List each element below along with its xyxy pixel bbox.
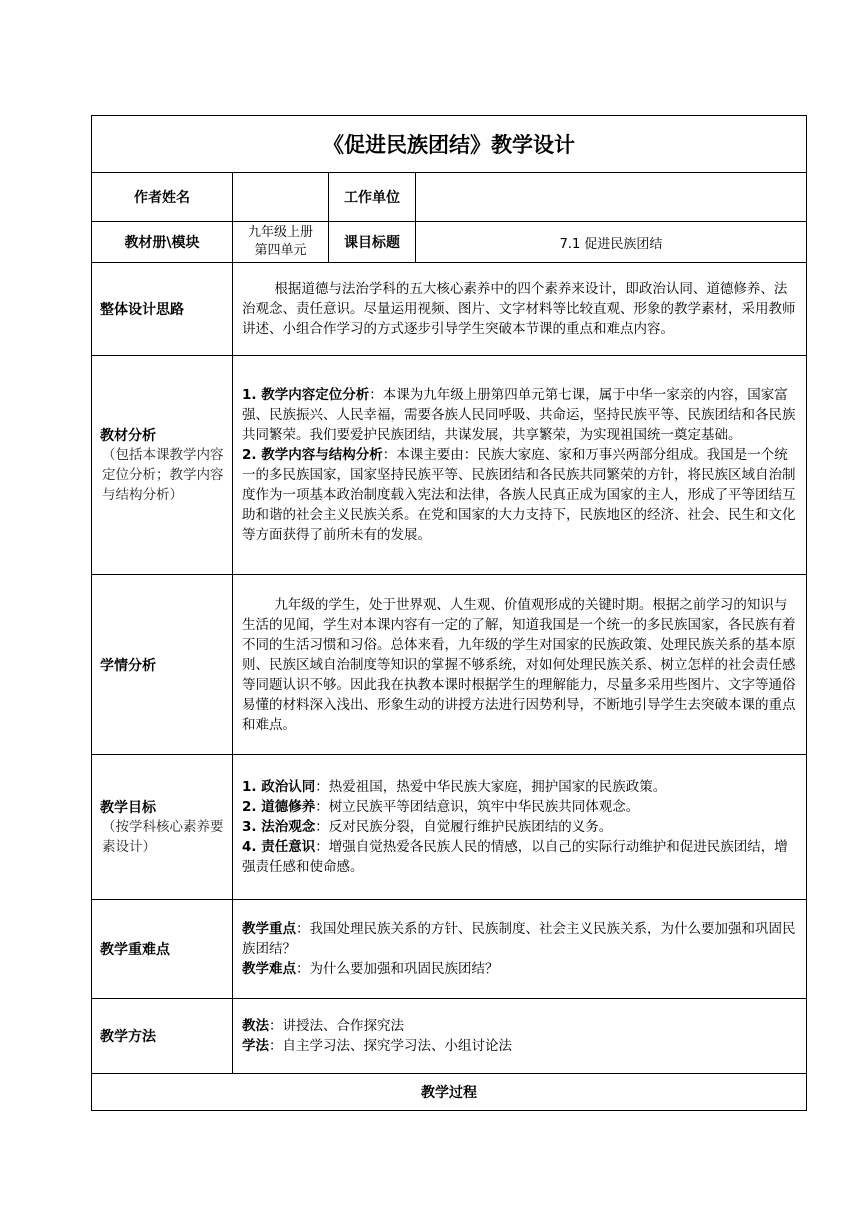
teaching-methods-label xyxy=(92,999,233,1074)
teaching-goals-note: （按学科核心素养要素设计） xyxy=(102,819,224,855)
learner-analysis-content xyxy=(233,575,807,755)
teaching-goals-heading: 教学目标 xyxy=(100,800,156,816)
textbook-analysis-content xyxy=(233,356,807,575)
key-points-content xyxy=(233,900,807,999)
learning-method-title: 学法 xyxy=(242,1038,269,1054)
work-unit-label: 工作单位 xyxy=(329,173,416,222)
learning-method-text: ：自主学习法、探究学习法、小组讨论法 xyxy=(269,1038,512,1054)
goal-item xyxy=(242,837,800,877)
learning-method-item xyxy=(242,1036,800,1056)
goal-item xyxy=(242,777,800,797)
goal-title: 1. 政治认同 xyxy=(242,779,316,795)
goal-title: 3. 法治观念 xyxy=(242,819,316,835)
textbook-analysis-label xyxy=(92,356,233,575)
textbook-module-label: 教材册\模块 xyxy=(92,222,233,263)
design-idea-heading: 整体设计思路 xyxy=(100,302,184,318)
design-idea-text: 根据道德与法治学科的五大核心素养中的四个素养来设计，即政治认同、道德修养、法治观念、责任意识。尽量运用视频、图片、文字材料等比较直观、形象的教学素材，采用教师讲述、小组合作学习的方式逐步引导学生突破本节课的重点和难点内容。 xyxy=(242,281,796,337)
difficult-point-item xyxy=(242,959,800,979)
design-idea-content xyxy=(233,263,807,356)
content-position-title: 1. 教学内容定位分析 xyxy=(242,387,370,403)
difficult-point-text: ：为什么要加强和巩固民族团结？ xyxy=(296,961,499,977)
goal-text: ：反对民族分裂，自觉履行维护民族团结的义务。 xyxy=(315,819,613,835)
lesson-title-value: 7.1 促进民族团结 xyxy=(416,222,807,263)
teaching-process-heading: 教学过程 xyxy=(92,1074,807,1111)
content-position-analysis xyxy=(242,385,800,445)
goal-text: ：增强自觉热爱各民族人民的情感，以自己的实际行动维护和促进民族团结，增强责任感和使命感。 xyxy=(242,839,788,875)
key-point-title: 教学重点 xyxy=(242,921,296,937)
design-idea-label xyxy=(92,263,233,356)
document-title: 《促进民族团结》教学设计 xyxy=(92,116,807,173)
textbook-unit: 第四单元 xyxy=(254,243,307,258)
learner-analysis-label xyxy=(92,575,233,755)
teaching-method-text: ：讲授法、合作探究法 xyxy=(269,1018,404,1034)
teaching-methods-heading: 教学方法 xyxy=(100,1029,156,1045)
goal-item xyxy=(242,797,800,817)
key-points-label xyxy=(92,900,233,999)
author-name-value xyxy=(233,173,329,222)
teaching-goals-content xyxy=(233,755,807,900)
learner-analysis-heading: 学情分析 xyxy=(100,657,156,674)
content-structure-title: 2. 教学内容与结构分析 xyxy=(242,447,383,463)
teaching-method-title: 教法 xyxy=(242,1018,269,1034)
goal-title: 2. 道德修养 xyxy=(242,799,316,815)
goal-title: 4. 责任意识 xyxy=(242,839,316,855)
content-position-text: ：本课为九年级上册第四单元第七课，属于中华一家亲的内容，国家富强、民族振兴、人民幸福，需要各族人民同呼吸、共命运，坚持民族平等、民族团结和各民族共同繁荣。我们要爱护民族团结，共谋发展，共享繁荣，为实现祖国统一奠定基础。 xyxy=(242,387,796,443)
key-points-heading: 教学重难点 xyxy=(100,942,170,958)
difficult-point-title: 教学难点 xyxy=(242,961,296,977)
textbook-module-value xyxy=(233,222,329,263)
lesson-title-label: 课目标题 xyxy=(329,222,416,263)
goal-item xyxy=(242,817,800,837)
teaching-goals-label xyxy=(92,755,233,900)
lesson-plan-table xyxy=(91,115,807,1111)
content-structure-text: ：本课主要由：民族大家庭、家和万事兴两部分组成。我国是一个统一的多民族国家，国家坚持民族平等、民族团结和各民族共同繁荣的方针，将民族区域自治制度作为一项基本政治制度载入宪法和法律，各族人民真正成为国家的主人，形成了平等团结互助和谐的社会主义民族关系。在党和国家的大力支持下，民族地区的经济、社会、民生和文化等方面获得了前所未有的发展。 xyxy=(242,447,796,543)
teaching-method-item xyxy=(242,1016,800,1036)
textbook-analysis-note: （包括本课教学内容定位分析；教学内容与结构分析） xyxy=(102,447,224,503)
key-point-text: ：我国处理民族关系的方针、民族制度、社会主义民族关系，为什么要加强和巩固民族团结？ xyxy=(242,921,796,957)
content-structure-analysis xyxy=(242,445,800,545)
textbook-analysis-heading: 教材分析 xyxy=(100,428,156,444)
author-name-label: 作者姓名 xyxy=(92,173,233,222)
learner-analysis-text: 九年级的学生，处于世界观、人生观、价值观形成的关键时期。根据之前学习的知识与生活的见闻，学生对本课内容有一定的了解，知道我国是一个统一的多民族国家，各民族有着不同的生活习惯和习俗。总体来看，九年级的学生对国家的民族政策、处理民族关系的基本原则、民族区域自治制度等知识的掌握不够系统，对如何处理民族关系、树立怎样的社会责任感等同题认识不够。因此我在执教本课时根据学生的理解能力，尽量多采用些图片、文字等通俗易懂的材料深入浅出、形象生动的讲授方法进行因势利导，不断地引导学生去突破本课的重点和难点。 xyxy=(242,596,796,733)
textbook-grade: 九年级上册 xyxy=(247,225,313,240)
goal-text: ：树立民族平等团结意识，筑牢中华民族共同体观念。 xyxy=(315,799,640,815)
teaching-methods-content xyxy=(233,999,807,1074)
work-unit-value xyxy=(416,173,807,222)
key-point-item xyxy=(242,919,800,959)
goal-text: ：热爱祖国，热爱中华民族大家庭，拥护国家的民族政策。 xyxy=(315,779,667,795)
